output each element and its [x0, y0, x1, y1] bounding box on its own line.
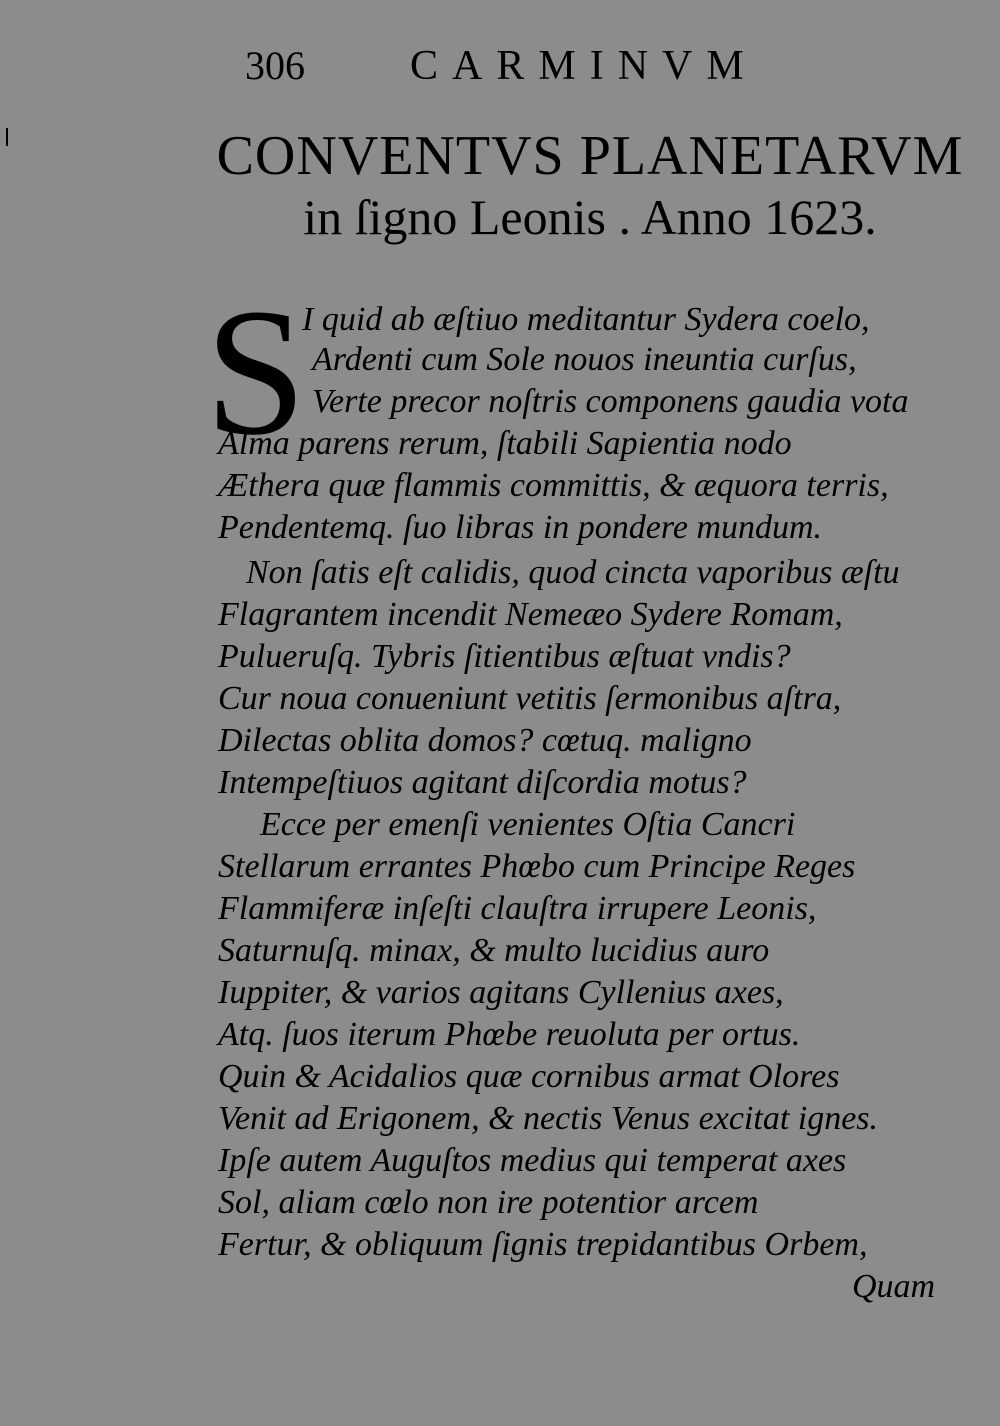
poem-line: Iuppiter, & varios agitans Cyllenius axes,	[218, 974, 784, 1011]
poem-line: Alma parens rerum, ſtabili Sapientia nodo	[218, 425, 792, 462]
margin-mark	[6, 128, 8, 146]
poem-line: Ardenti cum Sole nouos ineuntia curſus,	[312, 341, 857, 378]
poem-line: Saturnuſq. minax, & multo lucidius auro	[218, 932, 770, 969]
poem-line: Verte precor noſtris componens gaudia vota	[312, 383, 909, 420]
poem-line: Ipſe autem Auguſtos medius qui temperat axes	[218, 1142, 847, 1179]
poem-line: Non ſatis eſt calidis, quod cincta vaporibus æſtu	[246, 554, 900, 591]
poem-line: Atq. ſuos iterum Phœbe reuoluta per ortus.	[218, 1016, 801, 1053]
running-title: CARMINVM	[410, 43, 758, 89]
poem-line: Æthera quæ flammis committis, & æquora terris,	[218, 467, 889, 504]
page-header	[245, 42, 805, 92]
poem-line: Flammiferæ inſeſti clauſtra irrupere Leonis,	[218, 890, 817, 927]
poem-line: Pendentemq. ſuo libras in pondere mundum.	[218, 509, 823, 546]
catchword: Quam	[852, 1268, 936, 1305]
poem-line: Venit ad Erigonem, & nectis Venus excitat ignes.	[218, 1100, 879, 1137]
poem-line: Stellarum errantes Phœbo cum Principe Reges	[218, 848, 856, 885]
poem-line: Dilectas oblita domos? cœtuq. maligno	[218, 722, 752, 759]
page-number: 306	[245, 43, 305, 88]
poem-line: Intempeſtiuos agitant diſcordia motus?	[218, 764, 747, 801]
title-line-1: CONVENTVS PLANETARVM	[216, 125, 964, 187]
poem-line: Quin & Acidalios quæ cornibus armat Olores	[218, 1058, 840, 1095]
poem-line: Cur noua conueniunt vetitis ſermonibus aſtra,	[218, 680, 842, 717]
poem-line: Flagrantem incendit Nemeæo Sydere Romam,	[218, 596, 843, 633]
title-line-2: in ſigno Leonis . Anno 1623.	[303, 189, 877, 245]
poem-line: I quid ab æſtiuo meditantur Sydera coelo,	[302, 301, 870, 338]
poem-line: Pulueruſq. Tybris ſitientibus æſtuat vndis?	[218, 638, 791, 675]
poem-title	[190, 125, 990, 245]
poem-line: Fertur, & obliquum ſignis trepidantibus Orbem,	[218, 1226, 868, 1263]
poem-line: Sol, aliam cœlo non ire potentior arcem	[218, 1184, 759, 1221]
poem-line: Ecce per emenſi venientes Oſtia Cancri	[260, 806, 796, 843]
drop-cap: S	[205, 272, 307, 473]
